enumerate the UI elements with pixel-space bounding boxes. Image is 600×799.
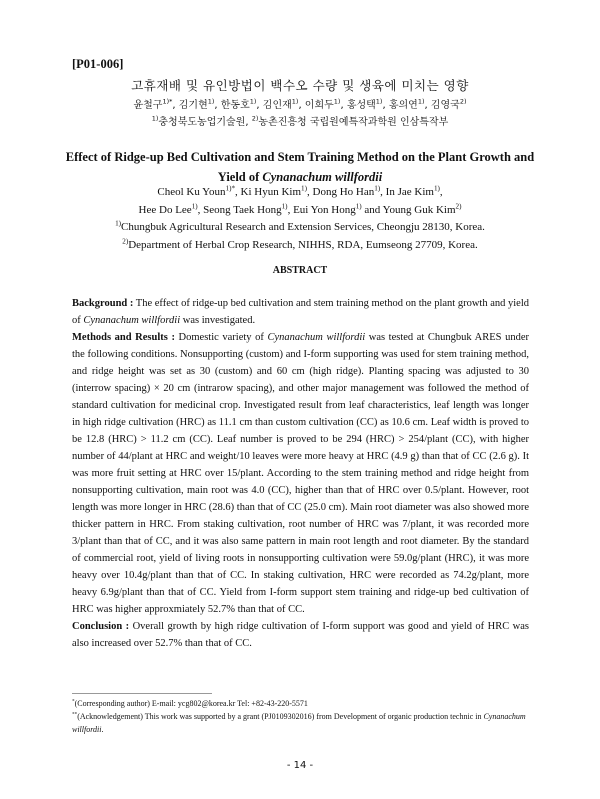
corresponding-footnote: *(Corresponding author) E-mail: ycg802@korea.kr Tel: +82-43-220-5571 (72, 698, 308, 708)
english-affiliation-1: $^{1)}$Chungbuk Agricultural Research and Extension Services, Cheongju 28130, Korea. (115, 219, 485, 233)
footnote-divider (72, 693, 212, 694)
korean-author: 이희두$^{1)}$ (304, 97, 341, 111)
english-authors-line-2: Hee Do Lee$^{1)}$, Seong Taek Hong$^{1)}$, Eui Yon Hong$^{1)}$ and Young Guk Kim$^{2)}$ (138, 201, 462, 216)
species-name: Cynanachum willfordii (262, 170, 383, 184)
acknowledgement-footnote: **(Acknowledgement) This work was supported by a grant (PJ0109302016) from Development of organic production technic in Cynanachum willfordii. (72, 711, 526, 734)
page-number: - 14 - (286, 760, 314, 771)
korean-author: 김영국$^{2)}$ (430, 97, 467, 111)
english-authors-line-1: Cheol Ku Youn$^{1)*}$, Ki Hyun Kim$^{1)}$, Dong Ho Han$^{1)}$, In Jae Kim$^{1)}$, (157, 184, 443, 198)
abstract-heading: ABSTRACT (272, 265, 328, 276)
korean-author: 윤철구$^{1)*}$ (133, 97, 173, 111)
korean-author: 홍성택$^{1)}$ (346, 97, 383, 111)
korean-author: 홍의연$^{1)}$ (388, 97, 425, 111)
korean-title: 고휴재배 및 유인방법이 백수오 수량 및 생육에 미치는 영향 (131, 78, 469, 93)
korean-author: 김인재$^{1)}$ (262, 97, 299, 111)
korean-author: 김기현$^{1)}$ (178, 97, 215, 111)
background-paragraph: Background : The effect of ridge-up bed cultivation and stem training method on the plant growth and yield of Cynanachum willfordii was investigated. (72, 298, 529, 326)
korean-affiliations: $^{1)}$충청북도농업기술원, $^{2)}$농촌진흥청 국립원예특작과학원 인삼특작부 (151, 114, 449, 128)
english-affiliation-2: $^{2)}$Department of Herbal Crop Research, NIHHS, RDA, Eumseong 27709, Korea. (122, 236, 478, 251)
english-title: Effect of Ridge-up Bed Cultivation and Stem Training Method on the Plant Growth and Yield of Cynanachum willfordii (65, 150, 535, 184)
methods-paragraph: Methods and Results : Domestic variety of Cynanachum willfordii was tested at Chungbuk ARES under the following conditions. Nonsupporting (custom) and I-form supporting was used for stem training method, and ridge height was set as 30 (custom) and 60 cm (high ridge). Planting spacing was adjusted to 30 (interrow spacing) × 20 cm (intrarow spacing), and other major management was followed the method of standard cultivation for medicinal crop. Investigated result from leaf characteristics, leaf length was longer in high ridge cultivation (HRC) as 11.1 cm than custom cultivation (CC) as 10.6 cm. Leaf width is proved to be 12.8 (HRC) > 11.2 cm (CC). Leaf number is proved to be 294 (HRC) > 254/plant (CC), with higher number of 44/plant at HRC and weight/10 leaves were more heavy at HRC (4.9 g) than that of CC (2.6 g). It was more fruit setting at HRC over 15/plant. According to the stem training method and ridge height from nonsupporting cultivation, main root was 4.0 (CC), higher than that of HRC over 0.5/plant. However, root length was more longer in HRC (28.6) than that of CC (25.0 cm). Main root diameter was also showed more thicker pattern in HRC. From staking cultivation, root number of HRC was 7/plant, it was recorded more 3/plant than that of CC, and it was also same pattern in main root length and root diameter. By the standard of commercial root, yield of living roots in nonsupporting cultivation were 59.0g/plant (HRC), it was more heavy over 10.4g/plant than that of CC. In staking cultivation, HRC were recorded as 74.2g/plant, more heavy 6.9g/plant than that of CC. Yield from I-form support stem training and ridge-up bed cultivation of HRC was higher approxmiately 52.7% than that of CC. (72, 332, 529, 615)
abstract-body (72, 295, 529, 652)
conclusion-paragraph: Conclusion : Overall growth by high ridge cultivation of I-form support was good and yield of HRC was also increased over 52.7% than that of CC. (72, 621, 529, 649)
english-authors-block (40, 184, 560, 254)
korean-author: 한동호$^{1)}$ (220, 97, 257, 111)
korean-authors: 윤철구$^{1)*}$, 김기현$^{1)}$, 한동호$^{1)}$, 김인재$^{1)}$, 이희두$^{1)}$, 홍성택$^{1)}$, 홍의연$^{1)}$, 김영국$^{2)}$ (133, 97, 467, 111)
footnotes (72, 697, 532, 736)
abstract-code: [P01-006] (72, 57, 124, 71)
